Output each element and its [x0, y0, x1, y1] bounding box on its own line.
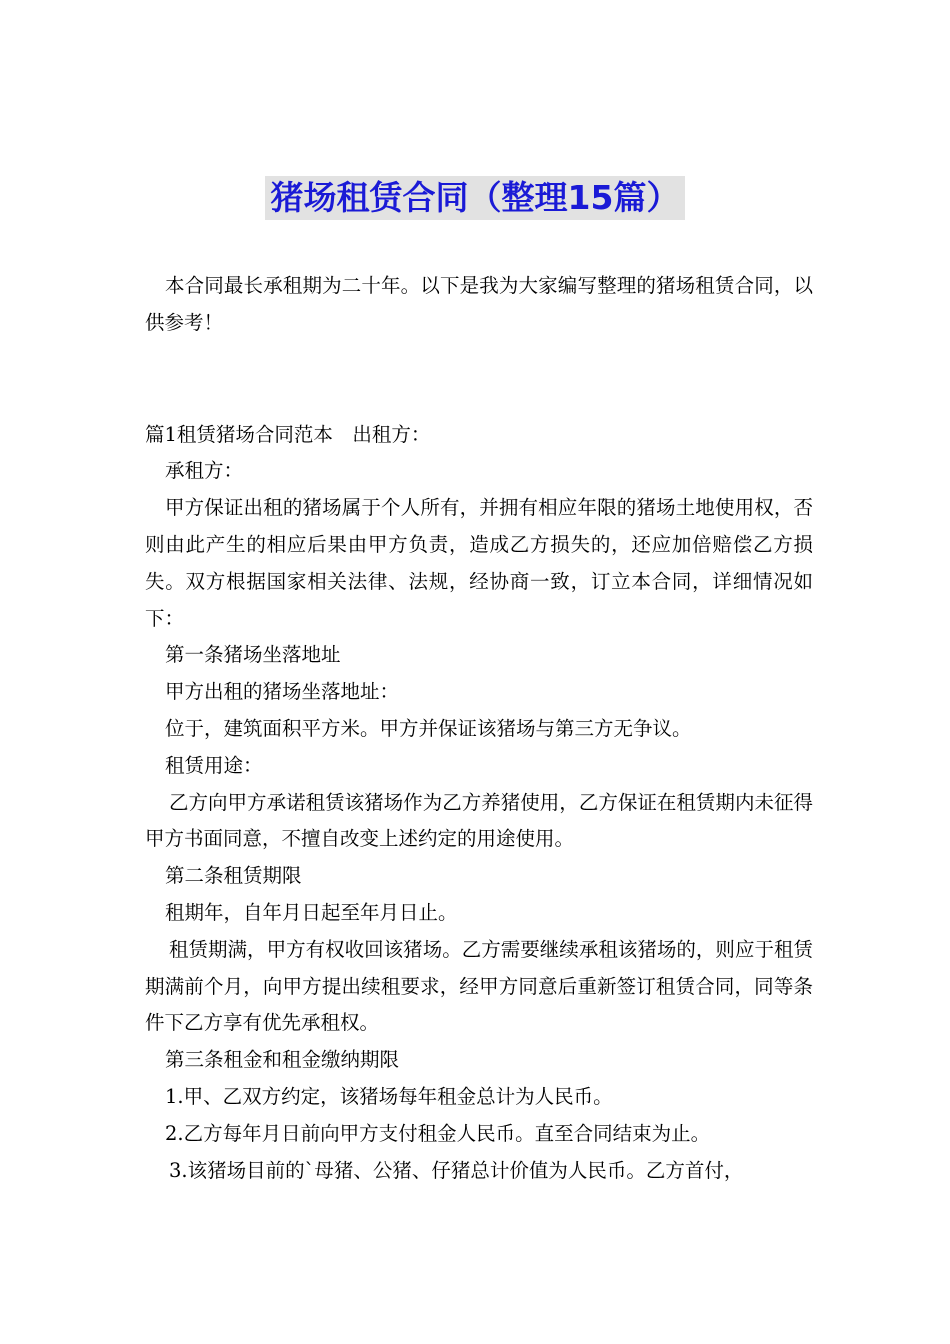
section-heading-1: 篇1租赁猪场合同范本 出租方： [145, 422, 431, 446]
paragraph-location: 位于，建筑面积平方米。甲方并保证该猪场与第三方无争议。 [165, 716, 692, 740]
paragraph-item-1: 1.甲、乙双方约定，该猪场每年租金总计为人民币。 [165, 1084, 613, 1108]
paragraph-use: 乙方向甲方承诺租赁该猪场作为乙方养猪使用，乙方保证在租赁期内未征得甲方书面同意，不擅自改变上述约定的用途使用。 [145, 790, 813, 851]
paragraph-item-3: 3.该猪场目前的`母猪、公猪、仔猪总计价值为人民币。乙方首付， [169, 1158, 744, 1182]
article-3-heading: 第三条租金和租金缴纳期限 [165, 1048, 400, 1072]
document-title: 猪场租赁合同（整理15篇） [265, 176, 686, 220]
paragraph-renewal: 租赁期满，甲方有权收回该猪场。乙方需要继续承租该猪场的，则应于租赁期满前个月，向甲方提出续租要求，经甲方同意后重新签订租赁合同，同等条件下乙方享有优先承租权。 [145, 937, 813, 1035]
paragraph-use-label: 租赁用途： [165, 753, 263, 777]
paragraph-address: 甲方出租的猪场坐落地址： [165, 680, 400, 704]
title-area [0, 176, 950, 220]
paragraph-term: 租期年，自年月日起至年月日止。 [165, 900, 458, 924]
paragraph-item-2: 2.乙方每年月日前向甲方支付租金人民币。直至合同结束为止。 [165, 1121, 711, 1145]
spacer [145, 342, 813, 417]
paragraph-lessee: 承租方： [165, 459, 244, 483]
intro-paragraph: 本合同最长承租期为二十年。以下是我为大家编写整理的猪场租赁合同，以供参考！ [145, 274, 813, 334]
document-body [145, 268, 813, 1189]
paragraph-guarantee: 甲方保证出租的猪场属于个人所有，并拥有相应年限的猪场土地使用权，否则由此产生的相应后果由甲方负责，造成乙方损失的，还应加倍赔偿乙方损失。双方根据国家相关法律、法规，经协商一致，订立本合同，详细情况如下： [145, 496, 813, 630]
article-2-heading: 第二条租赁期限 [165, 864, 302, 888]
article-1-heading: 第一条猪场坐落地址 [165, 643, 341, 667]
